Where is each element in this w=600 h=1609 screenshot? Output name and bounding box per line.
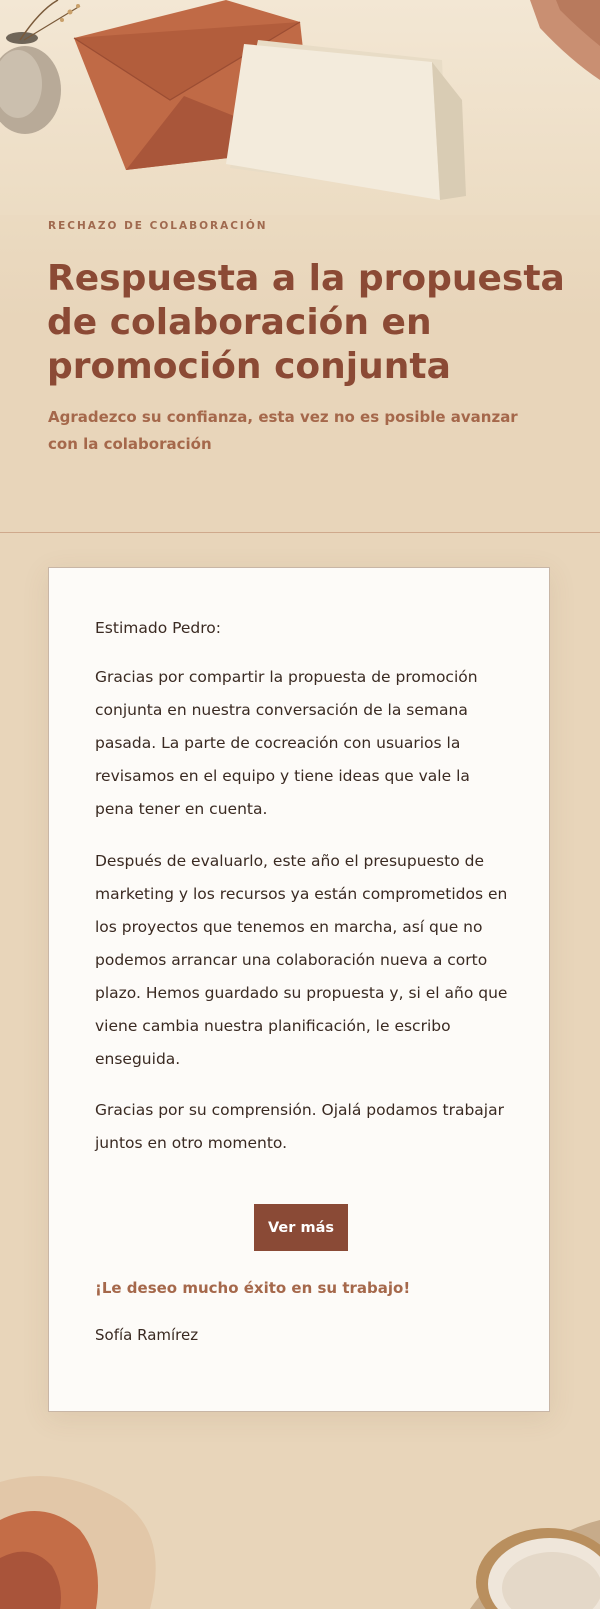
hero-header	[0, 0, 600, 532]
letter-card	[48, 567, 550, 1412]
footer-pottery-photo	[0, 1470, 600, 1609]
eyebrow-label: RECHAZO DE COLABORACIÓN	[48, 220, 268, 232]
signature: Sofía Ramírez	[95, 1326, 199, 1344]
section-divider	[0, 532, 600, 533]
hero-envelope-photo	[0, 0, 600, 215]
letter-paragraph-3: Gracias por su comprensión. Ojalá podamos trabajar juntos en otro momento.	[95, 1101, 504, 1152]
letter-paragraph-1: Gracias por compartir la propuesta de promoción conjunta en nuestra conversación de la semana pasada. La parte de cocreación con usuarios la revisamos en el equipo y tiene ideas que vale la pena tener en cuenta.	[95, 668, 478, 818]
see-more-button[interactable]: Ver más	[254, 1204, 348, 1251]
closing-wish: ¡Le deseo mucho éxito en su trabajo!	[95, 1279, 411, 1297]
letter-paragraph-2: Después de evaluarlo, este año el presupuesto de marketing y los recursos ya están comprometidos en los proyectos que tenemos en marcha, así que no podemos arrancar una colaboración nueva a corto plazo. Hemos guardado su propuesta y, si el año que viene cambia nuestra planificación, le escribo enseguida.	[95, 852, 508, 1068]
page-title: Respuesta a la propuesta de colaboración en promoción conjunta	[47, 258, 565, 387]
page-subtitle: Agradezco su confianza, esta vez no es posible avanzar con la colaboración	[48, 408, 518, 453]
letter-greeting: Estimado Pedro:	[95, 619, 222, 637]
